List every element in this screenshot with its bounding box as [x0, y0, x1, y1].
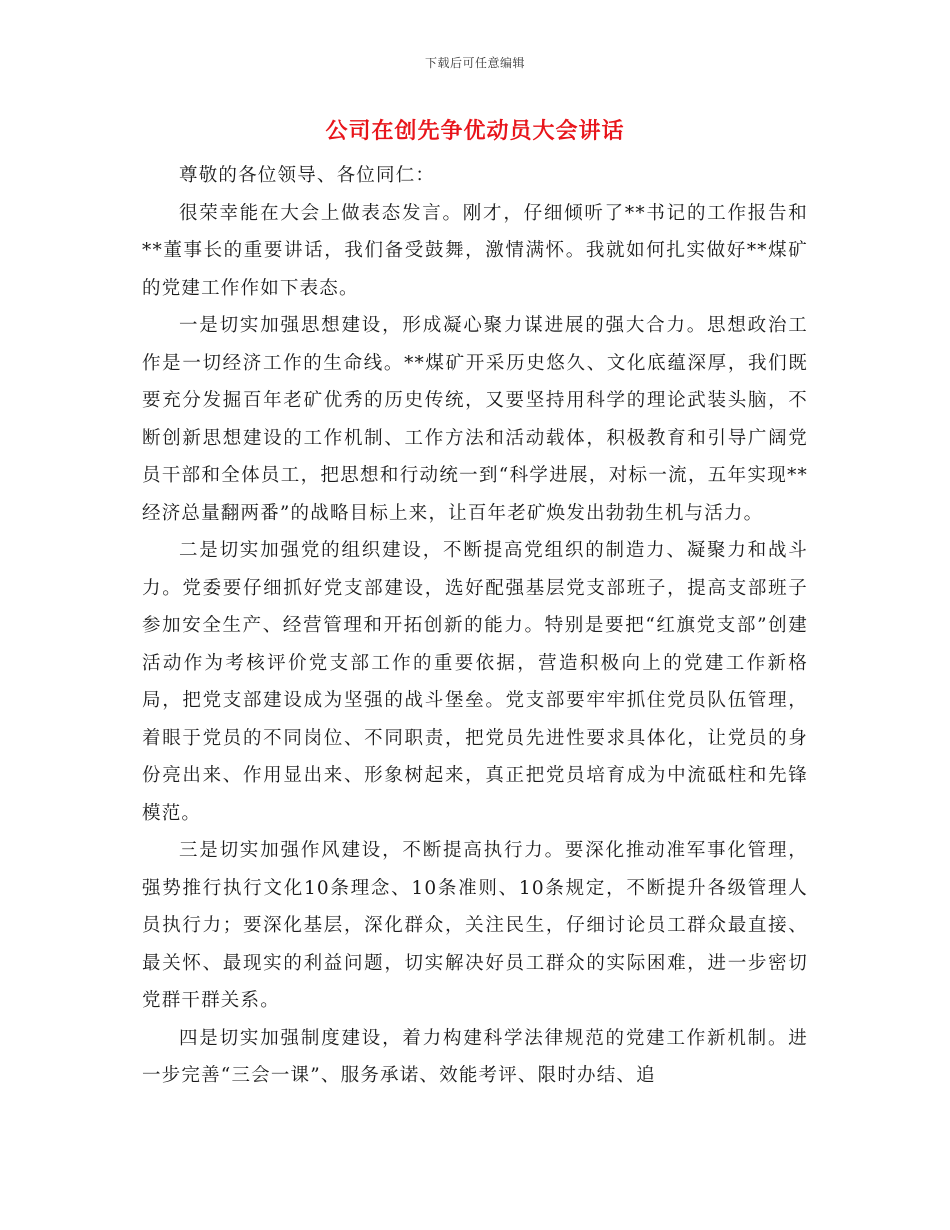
body-paragraph: 一是切实加强思想建设，形成凝心聚力谋进展的强大合力。思想政治工作是一切经济工作的生命线。**煤矿开采历史悠久、文化底蕴深厚，我们既要充分发掘百年老矿优秀的历史传统，又要坚持用科学的理论武装头脑，不断创新思想建设的工作机制、工作方法和活动载体，积极教育和引导广阔党员干部和全体员工，把思想和行动统一到“科学进展，对标一流，五年实现**经济总量翻两番”的战略目标上来，让百年老矿焕发出勃勃生机与活力。 — [142, 315, 808, 524]
page-header: 下载后可任意编辑 — [424, 56, 525, 70]
body-paragraph: 很荣幸能在大会上做表态发言。刚才，仔细倾听了**书记的工作报告和**董事长的重要讲话，我们备受鼓舞，激情满怀。我就如何扎实做好**煤矿的党建工作作如下表态。 — [142, 202, 808, 299]
salutation-paragraph: 尊敬的各位领导、各位同仁： — [179, 165, 436, 186]
body-paragraph: 三是切实加强作风建设，不断提高执行力。要深化推动准军事化管理，强势推行执行文化10条理念、10条准则、10条规定，不断提升各级管理人员执行力；要深化基层，深化群众，关注民生，仔细讨论员工群众最直接、最关怀、最现实的利益问题，切实解决好员工群众的实际困难，进一步密切党群干群关系。 — [142, 840, 808, 1011]
document-body — [142, 157, 808, 1095]
body-paragraph: 四是切实加强制度建设，着力构建科学法律规范的党建工作新机制。进一步完善“三会一课”、服务承诺、效能考评、限时办结、追 — [142, 1027, 808, 1086]
document-title: 公司在创先争优动员大会讲话 — [325, 118, 625, 144]
body-paragraph: 二是切实加强党的组织建设，不断提高党组织的制造力、凝聚力和战斗力。党委要仔细抓好党支部建设，选好配强基层党支部班子，提高支部班子参加安全生产、经营管理和开拓创新的能力。特别是要把“红旗党支部”创建活动作为考核评价党支部工作的重要依据，营造积极向上的党建工作新格局，把党支部建设成为坚强的战斗堡垒。党支部要牢牢抓住党员队伍管理，着眼于党员的不同岗位、不同职责，把党员先进性要求具体化，让党员的身份亮出来、作用显出来、形象树起来，真正把党员培育成为中流砥柱和先锋模范。 — [142, 540, 808, 824]
